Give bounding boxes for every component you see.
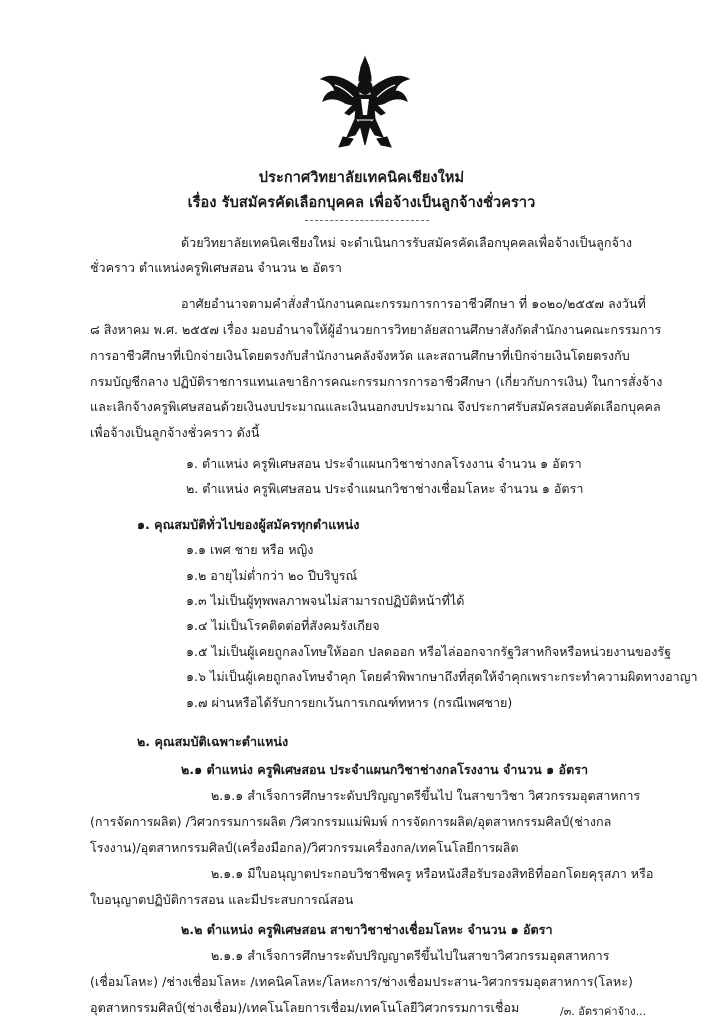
qualification-item: ๑.๗ ผ่านหรือได้รับการยกเว้นการเกณฑ์ทหาร (กรณีเพศชาย) (186, 695, 513, 710)
title-divider (305, 220, 429, 221)
section-1-heading: ๑. คุณสมบัติทั่วไปของผู้สมัครทุกตำแหน่ง (137, 517, 360, 532)
authority-line-6: เพื่อจ้างเป็นลูกจ้างชั่วคราว ดังนี้ (90, 425, 260, 440)
qualification-item: ๑.๕ ไม่เป็นผู้เคยถูกลงโทษให้ออก ปลดออก หรือไล่ออกจากรัฐวิสาหกิจหรือหน่วยงานของรัฐ (186, 644, 672, 659)
subsection-2-2-line: (เชื่อมโลหะ) /ช่างเชื่อมโลหะ /เทคนิคโลหะ/โลหะการ/ช่างเชื่อมประสาน-วิศวกรรมอุตสาหการ(โลหะ) (90, 974, 633, 989)
announcement-title: ประกาศวิทยาลัยเทคนิคเชียงใหม่ (258, 170, 465, 186)
announcement-subject: เรื่อง รับสมัครคัดเลือกบุคคล เพื่อจ้างเป็นลูกจ้างชั่วคราว (187, 195, 536, 211)
subsection-2-2-line: ๒.๑.๑ สำเร็จการศึกษาระดับปริญญาตรีขึ้นไปในสาขาวิศวกรรมอุตสาหการ (211, 948, 610, 963)
qualification-item: ๑.๖ ไม่เป็นผู้เคยถูกลงโทษจำคุก โดยคำพิพากษาถึงที่สุดให้จำคุกเพราะกระทำความผิดทางอาญา (186, 669, 698, 684)
intro-line-1: ด้วยวิทยาลัยเทคนิคเชียงใหม่ จะดำเนินการรับสมัครคัดเลือกบุคคลเพื่อจ้างเป็นลูกจ้าง (181, 235, 633, 250)
authority-line-3: การอาชีวศึกษาที่เบิกจ่ายเงินโดยตรงกับสำนักงานคลังจังหวัด และสถานศึกษาที่เบิกจ่ายเงินโดยตรงกับ (90, 348, 630, 363)
subsection-2-1-line: (การจัดการผลิต) /วิศวกรรมการผลิต /วิศวกรรมแม่พิมพ์ การจัดการผลิต/อุตสาหกรรมศิลป์(ช่างกล (90, 814, 612, 829)
subsection-2-1-line: ใบอนุญาตปฏิบัติการสอน และมีประสบการณ์สอน (90, 892, 354, 907)
subsection-2-2-heading: ๒.๒ ตำแหน่ง ครูพิเศษสอน สาขาวิชาช่างเชื่อมโลหะ จำนวน ๑ อัตรา (181, 922, 553, 937)
position-item: ๒. ตำแหน่ง ครูพิเศษสอน ประจำแผนกวิชาช่างเชื่อมโลหะ จำนวน ๑ อัตรา (186, 481, 584, 496)
intro-line-2: ชั่วคราว ตำแหน่งครูพิเศษสอน จำนวน ๒ อัตรา (90, 260, 342, 275)
authority-line-4: กรมบัญชีกลาง ปฏิบัติราชการแทนเลขาธิการคณะกรรมการการอาชีวศึกษา (เกี่ยวกับการเงิน) ในการสั่งจ้าง (90, 374, 663, 389)
authority-line-1: อาศัยอำนาจตามคำสั่งสำนักงานคณะกรรมการการอาชีวศึกษา ที่ ๑๐๒๐/๒๕๕๗ ลงวันที่ (181, 296, 646, 311)
subsection-2-1-line: ๒.๑.๑ สำเร็จการศึกษาระดับปริญญาตรีขึ้นไป ในสาขาวิชา วิศวกรรมอุตสาหการ (211, 788, 641, 803)
qualification-item: ๑.๓ ไม่เป็นผู้ทุพพลภาพจนไม่สามารถปฏิบัติหน้าที่ได้ (186, 593, 465, 608)
subsection-2-1-heading: ๒.๑ ตำแหน่ง ครูพิเศษสอน ประจำแผนกวิชาช่างกลโรงงาน จำนวน ๑ อัตรา (181, 762, 589, 777)
qualification-item: ๑.๑ เพศ ชาย หรือ หญิง (186, 542, 314, 557)
subsection-2-1-line: โรงงาน)/อุตสาหกรรมศิลป์(เครื่องมือกล)/วิศวกรรมเครื่องกล/เทคโนโลยีการผลิต (90, 840, 519, 855)
continued-note: /๓. อัตราค่าจ้าง... (560, 1005, 647, 1018)
qualification-item: ๑.๔ ไม่เป็นโรคติดต่อที่สังคมรังเกียจ (186, 618, 380, 633)
subsection-2-1-line: ๒.๑.๑ มีใบอนุญาตประกอบวิชาชีพครู หรือหนังสือรับรองสิทธิที่ออกโดยคุรุสภา หรือ (211, 866, 654, 881)
garuda-emblem-icon (315, 55, 415, 155)
authority-line-2: ๘ สิงหาคม พ.ศ. ๒๕๕๗ เรื่อง มอบอำนาจให้ผู้อำนวยการวิทยาลัยสถานศึกษาสังกัดสำนักงานคณะกรรมการ (90, 322, 662, 337)
subsection-2-2-line: อุตสาหกรรมศิลป์(ช่างเชื่อม)/เทคโนโลยการเชื่อม/เทคโนโลยีวิศวกรรมการเชื่อม (90, 1000, 520, 1015)
position-item: ๑. ตำแหน่ง ครูพิเศษสอน ประจำแผนกวิชาช่างกลโรงงาน จำนวน ๑ อัตรา (186, 456, 582, 471)
authority-line-5: และเลิกจ้างครูพิเศษสอนด้วยเงินงบประมาณและเงินนอกงบประมาณ จึงประกาศรับสมัครสอบคัดเลือกบุคคล (90, 399, 661, 414)
qualification-item: ๑.๒ อายุไม่ต่ำกว่า ๒๐ ปีบริบูรณ์ (186, 568, 358, 583)
section-2-heading: ๒. คุณสมบัติเฉพาะตำแหน่ง (137, 734, 289, 749)
